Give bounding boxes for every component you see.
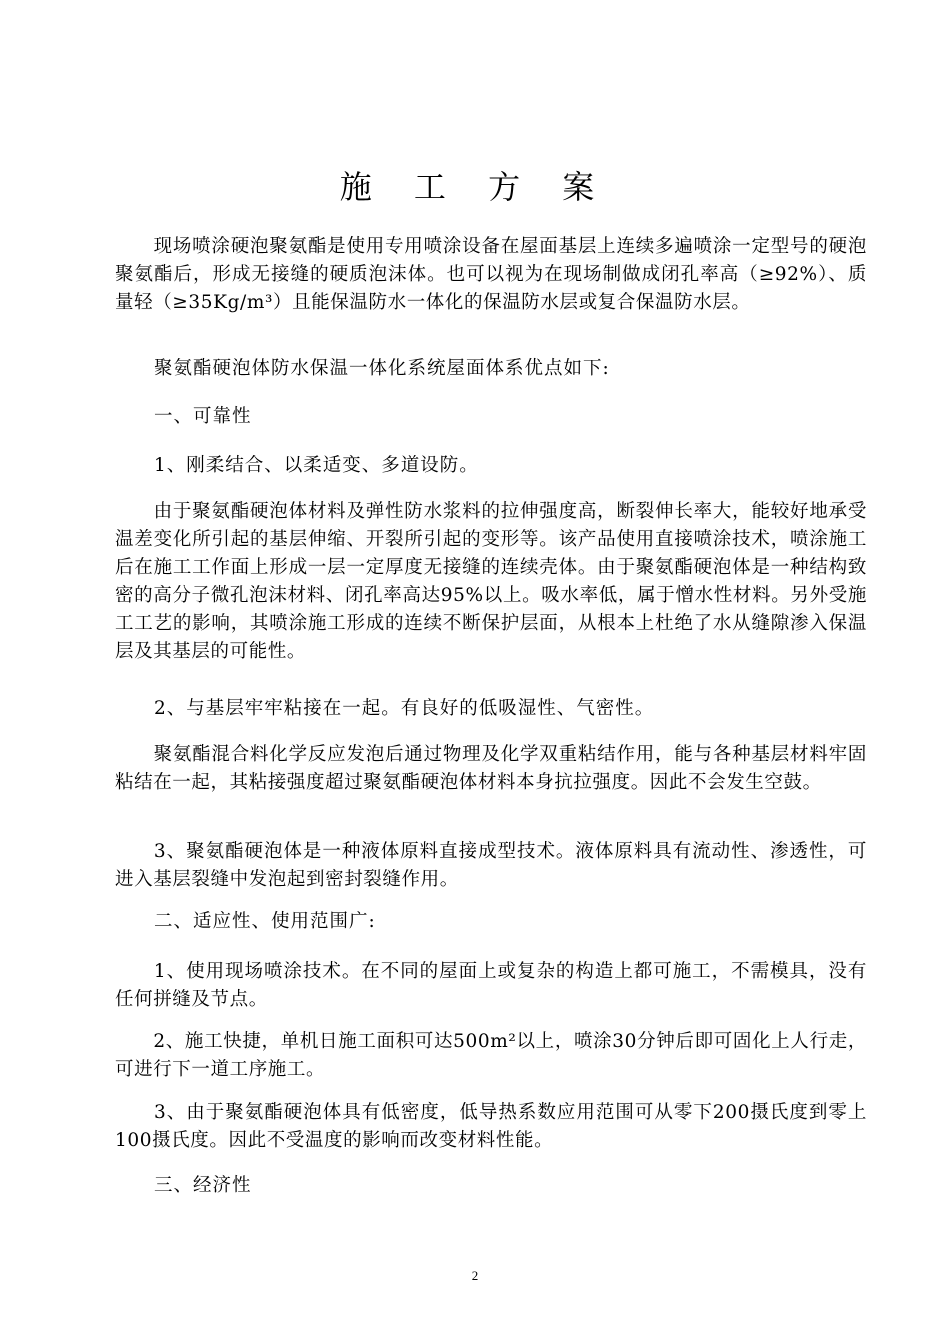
document-title: 施 工 方 案 [339,168,611,206]
item-2-3: 3、由于聚氨酯硬泡体具有低密度，低导热系数应用范围可从零下200摄氏度到零上100摄氏度。因此不受温度的影响而改变材料性能。 [115,1102,867,1151]
item-1-3: 3、聚氨酯硬泡体是一种液体原料直接成型技术。液体原料具有流动性、渗透性，可进入基层裂缝中发泡起到密封裂缝作用。 [115,841,867,890]
intro-paragraph: 现场喷涂硬泡聚氨酯是使用专用喷涂设备在屋面基层上连续多遍喷涂一定型号的硬泡聚氨酯后，形成无接缝的硬质泡沫体。也可以视为在现场制做成闭孔率高（≥92%）、质量轻（≥35Kg/m³）且能保温防水一体化的保温防水层或复合保温防水层。 [115,236,867,313]
item-1-1-body: 由于聚氨酯硬泡体材料及弹性防水浆料的拉伸强度高，断裂伸长率大，能较好地承受温差变化所引起的基层伸缩、开裂所引起的变形等。该产品使用直接喷涂技术，喷涂施工后在施工工作面上形成一层一定厚度无接缝的连续壳体。由于聚氨酯硬泡体是一种结构致密的高分子微孔泡沫材料、闭孔率高达95%以上。吸水率低，属于憎水性材料。另外受施工工艺的影响，其喷涂施工形成的连续不断保护层面，从根本上杜绝了水从缝隙渗入保温层及其基层的可能性。 [115,501,867,662]
section-2-heading: 二、适应性、使用范围广: [115,911,376,932]
advantages-lead: 聚氨酯硬泡体防水保温一体化系统屋面体系优点如下: [115,358,610,379]
item-2-2: 2、施工快捷，单机日施工面积可达500m²以上，喷涂30分钟后即可固化上人行走，可进行下一道工序施工。 [115,1031,867,1080]
section-3-heading: 三、经济性 [115,1175,252,1196]
section-1-heading: 一、可靠性 [115,406,252,427]
item-1-1-heading: 1、刚柔结合、以柔适变、多道设防。 [115,455,479,476]
item-1-2-heading: 2、与基层牢牢粘接在一起。有良好的低吸湿性、气密性。 [115,698,655,719]
page-number: 2 [471,1268,479,1283]
item-1-2-body: 聚氨酯混合料化学反应发泡后通过物理及化学双重粘结作用，能与各种基层材料牢固粘结在一起，其粘接强度超过聚氨酯硬泡体材料本身抗拉强度。因此不会发生空鼓。 [115,744,867,793]
item-2-1: 1、使用现场喷涂技术。在不同的屋面上或复杂的构造上都可施工，不需模具，没有任何拼缝及节点。 [115,961,867,1010]
